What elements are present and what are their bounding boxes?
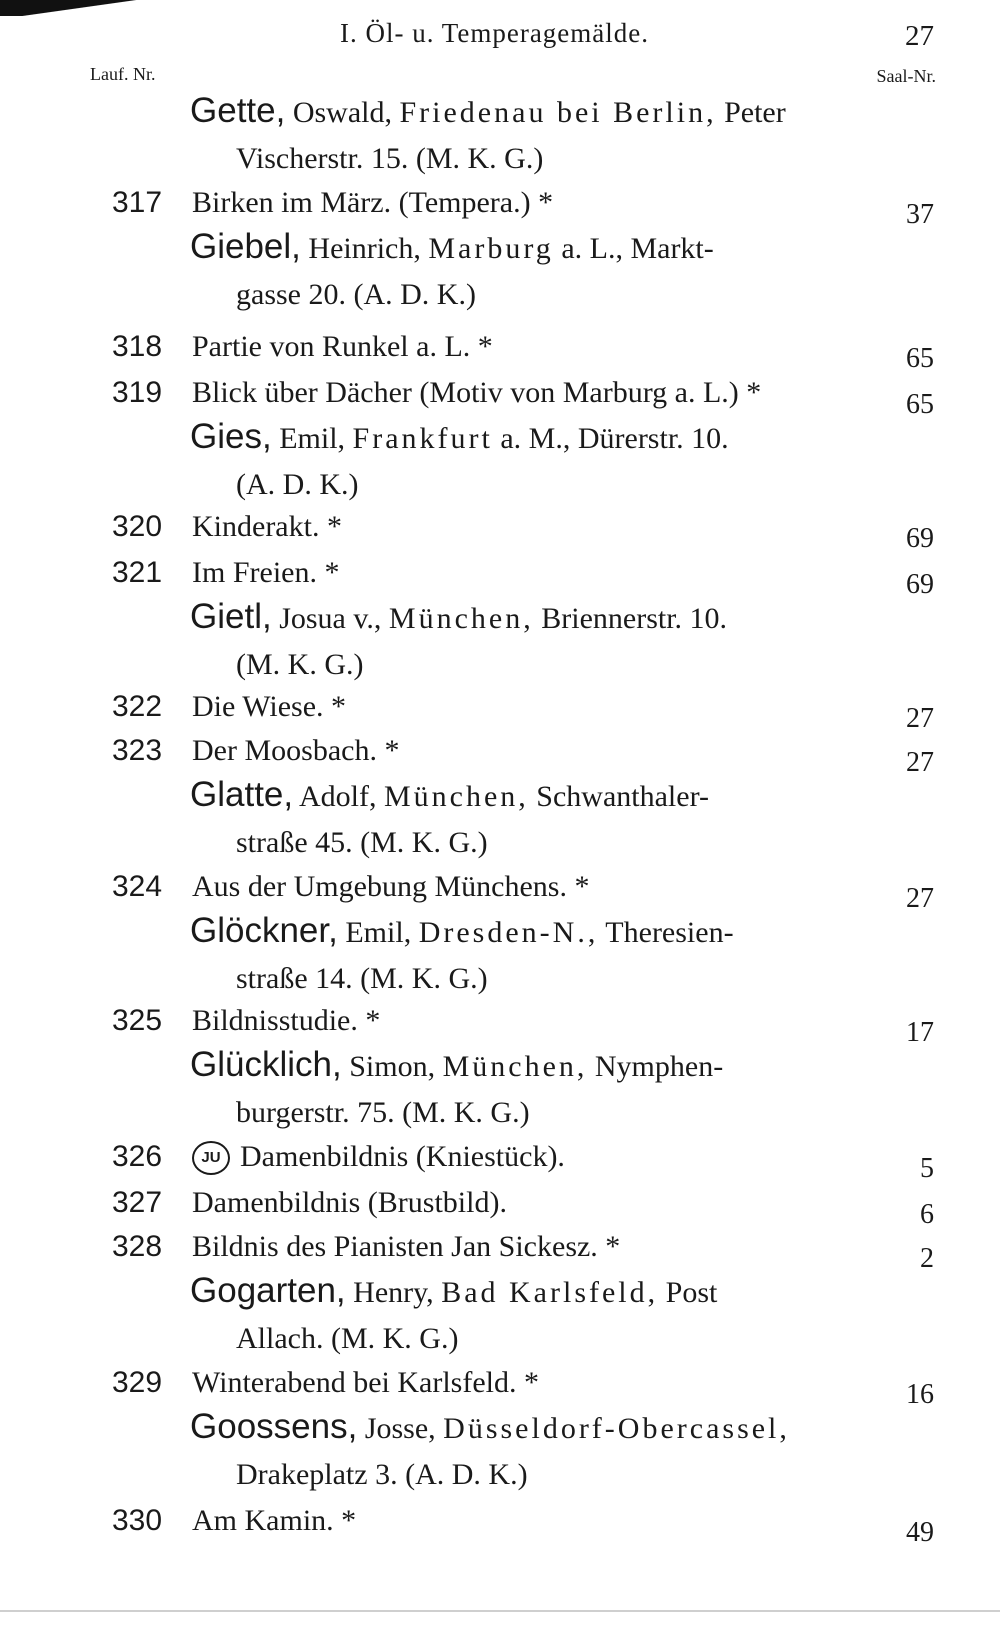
artist-city: München, bbox=[388, 602, 534, 635]
lauf-number: 327 bbox=[112, 1186, 163, 1219]
artwork-title: Winterabend bei Karlsfeld. * bbox=[192, 1366, 539, 1399]
lauf-number: 322 bbox=[112, 690, 163, 723]
saal-number: 49 bbox=[906, 1517, 934, 1548]
artist-city: München, bbox=[442, 1050, 588, 1083]
artwork-entry bbox=[0, 180, 1000, 230]
artwork-entry bbox=[0, 1224, 1000, 1274]
artist-first-name: Josse, bbox=[364, 1412, 436, 1445]
artwork-entry bbox=[0, 1134, 1000, 1184]
artist-first-name: Simon, bbox=[349, 1050, 436, 1083]
artist-entry bbox=[190, 1404, 890, 1498]
artist-entry bbox=[190, 594, 890, 688]
artwork-title: Bildnisstudie. * bbox=[192, 1004, 381, 1037]
saal-number: 69 bbox=[906, 523, 934, 554]
artist-city: Marburg bbox=[428, 232, 554, 265]
artwork-entry bbox=[0, 864, 1000, 914]
artist-entry bbox=[190, 224, 890, 318]
artist-city: Düsseldorf-Obercassel, bbox=[443, 1412, 790, 1445]
artwork-title: Birken im März. (Tempera.) * bbox=[192, 186, 554, 219]
artist-first-name: Adolf, bbox=[298, 780, 377, 813]
artist-entry bbox=[190, 908, 890, 1002]
artist-address: Post bbox=[665, 1276, 718, 1309]
artist-city: Frankfurt bbox=[352, 422, 493, 455]
lauf-number: 325 bbox=[112, 1004, 163, 1037]
page-number: 27 bbox=[905, 20, 934, 52]
artwork-title: Aus der Umgebung Münchens. * bbox=[192, 870, 590, 903]
artist-address-continued: gasse 20. (A. D. K.) bbox=[236, 278, 476, 311]
artist-entry bbox=[190, 772, 890, 866]
saal-number: 27 bbox=[906, 747, 934, 778]
artist-city: Dresden-N., bbox=[418, 916, 599, 949]
artist-entry bbox=[190, 1268, 890, 1362]
scan-corner-shadow bbox=[0, 0, 270, 16]
lauf-number: 320 bbox=[112, 510, 163, 543]
artwork-entry bbox=[0, 684, 1000, 734]
artist-address: Theresien- bbox=[605, 916, 734, 949]
artist-city: München, bbox=[383, 780, 529, 813]
artist-name: Gies, bbox=[190, 417, 272, 456]
artwork-entry bbox=[0, 370, 1000, 420]
lauf-number: 319 bbox=[112, 376, 163, 409]
saal-number: 5 bbox=[920, 1153, 934, 1184]
column-label-saal-nr: Saal-Nr. bbox=[876, 66, 936, 86]
artwork-entry bbox=[0, 550, 1000, 600]
saal-number: 69 bbox=[906, 569, 934, 600]
lauf-number: 317 bbox=[112, 186, 163, 219]
lauf-number: 323 bbox=[112, 734, 163, 767]
artist-first-name: Heinrich, bbox=[308, 232, 421, 265]
saal-number: 27 bbox=[906, 703, 934, 734]
artwork-title: JU Damenbildnis (Kniestück). bbox=[192, 1134, 565, 1180]
artist-address-continued: Allach. (M. K. G.) bbox=[236, 1322, 459, 1355]
artist-city: Bad Karlsfeld, bbox=[441, 1276, 659, 1309]
artist-name: Glücklich, bbox=[190, 1045, 342, 1084]
artist-name: Gietl, bbox=[190, 597, 272, 636]
jury-mark-icon: JU bbox=[192, 1141, 230, 1175]
artist-first-name: Josua v., bbox=[279, 602, 382, 635]
artwork-title: Bildnis des Pianisten Jan Sickesz. * bbox=[192, 1230, 621, 1263]
artist-first-name: Emil, bbox=[279, 422, 346, 455]
artwork-title: Blick über Dächer (Motiv von Marburg a. L.) * bbox=[192, 376, 762, 409]
artist-first-name: Henry, bbox=[353, 1276, 434, 1309]
lauf-number: 328 bbox=[112, 1230, 163, 1263]
artist-address: a. M., Dürerstr. 10. bbox=[500, 422, 729, 455]
artist-name: Gette, bbox=[190, 91, 286, 130]
running-title: I. Öl- u. Temperagemälde. bbox=[340, 18, 650, 48]
artwork-entry bbox=[0, 1498, 1000, 1548]
artist-name: Gogarten, bbox=[190, 1271, 346, 1310]
saal-number: 65 bbox=[906, 343, 934, 374]
artwork-entry bbox=[0, 728, 1000, 778]
lauf-number: 330 bbox=[112, 1504, 163, 1537]
artwork-entry bbox=[0, 1360, 1000, 1410]
column-label-lauf-nr: Lauf. Nr. bbox=[90, 64, 156, 84]
saal-number: 65 bbox=[906, 389, 934, 420]
artist-address-continued: burgerstr. 75. (M. K. G.) bbox=[236, 1096, 530, 1129]
lauf-number: 326 bbox=[112, 1140, 163, 1173]
saal-number: 16 bbox=[906, 1379, 934, 1410]
artist-address-continued: straße 14. (M. K. G.) bbox=[236, 962, 488, 995]
lauf-number: 321 bbox=[112, 556, 163, 589]
page-bottom-edge bbox=[0, 1610, 1000, 1612]
artist-first-name: Emil, bbox=[345, 916, 412, 949]
artist-address: Peter bbox=[724, 96, 786, 129]
artist-name: Glöckner, bbox=[190, 911, 338, 950]
artist-name: Goossens, bbox=[190, 1407, 358, 1446]
artwork-entry bbox=[0, 1180, 1000, 1230]
artist-address-continued: (M. K. G.) bbox=[236, 648, 364, 681]
lauf-number: 329 bbox=[112, 1366, 163, 1399]
artist-address: Nymphen- bbox=[594, 1050, 724, 1083]
artist-city: Friedenau bei Berlin, bbox=[399, 96, 717, 129]
artist-entry bbox=[190, 1042, 890, 1136]
artwork-entry bbox=[0, 324, 1000, 374]
artist-address-continued: (A. D. K.) bbox=[236, 468, 359, 501]
saal-number: 37 bbox=[906, 199, 934, 230]
artwork-title: Damenbildnis (Brustbild). bbox=[192, 1186, 507, 1219]
artwork-entry bbox=[0, 504, 1000, 554]
artist-first-name: Oswald, bbox=[292, 96, 392, 129]
artist-name: Giebel, bbox=[190, 227, 301, 266]
artwork-title: Kinderakt. * bbox=[192, 510, 342, 543]
artist-name: Glatte, bbox=[190, 775, 294, 814]
lauf-number: 318 bbox=[112, 330, 163, 363]
artwork-entry bbox=[0, 998, 1000, 1048]
artwork-title: Am Kamin. * bbox=[192, 1504, 357, 1537]
artist-address-continued: straße 45. (M. K. G.) bbox=[236, 826, 488, 859]
lauf-number: 324 bbox=[112, 870, 163, 903]
artwork-title: Im Freien. * bbox=[192, 556, 340, 589]
saal-number: 27 bbox=[906, 883, 934, 914]
artist-address-continued: Vischerstr. 15. (M. K. G.) bbox=[236, 142, 544, 175]
artist-address: a. L., Markt- bbox=[561, 232, 714, 265]
artwork-title: Der Moosbach. * bbox=[192, 734, 400, 767]
saal-number: 2 bbox=[920, 1243, 934, 1274]
saal-number: 6 bbox=[920, 1199, 934, 1230]
artist-address-continued: Drakeplatz 3. (A. D. K.) bbox=[236, 1458, 528, 1491]
artwork-title: Die Wiese. * bbox=[192, 690, 347, 723]
artist-address: Schwanthaler- bbox=[536, 780, 709, 813]
artist-address: Briennerstr. 10. bbox=[541, 602, 728, 635]
artist-entry bbox=[190, 88, 890, 182]
artwork-title: Partie von Runkel a. L. * bbox=[192, 330, 493, 363]
artist-entry bbox=[190, 414, 890, 508]
saal-number: 17 bbox=[906, 1017, 934, 1048]
